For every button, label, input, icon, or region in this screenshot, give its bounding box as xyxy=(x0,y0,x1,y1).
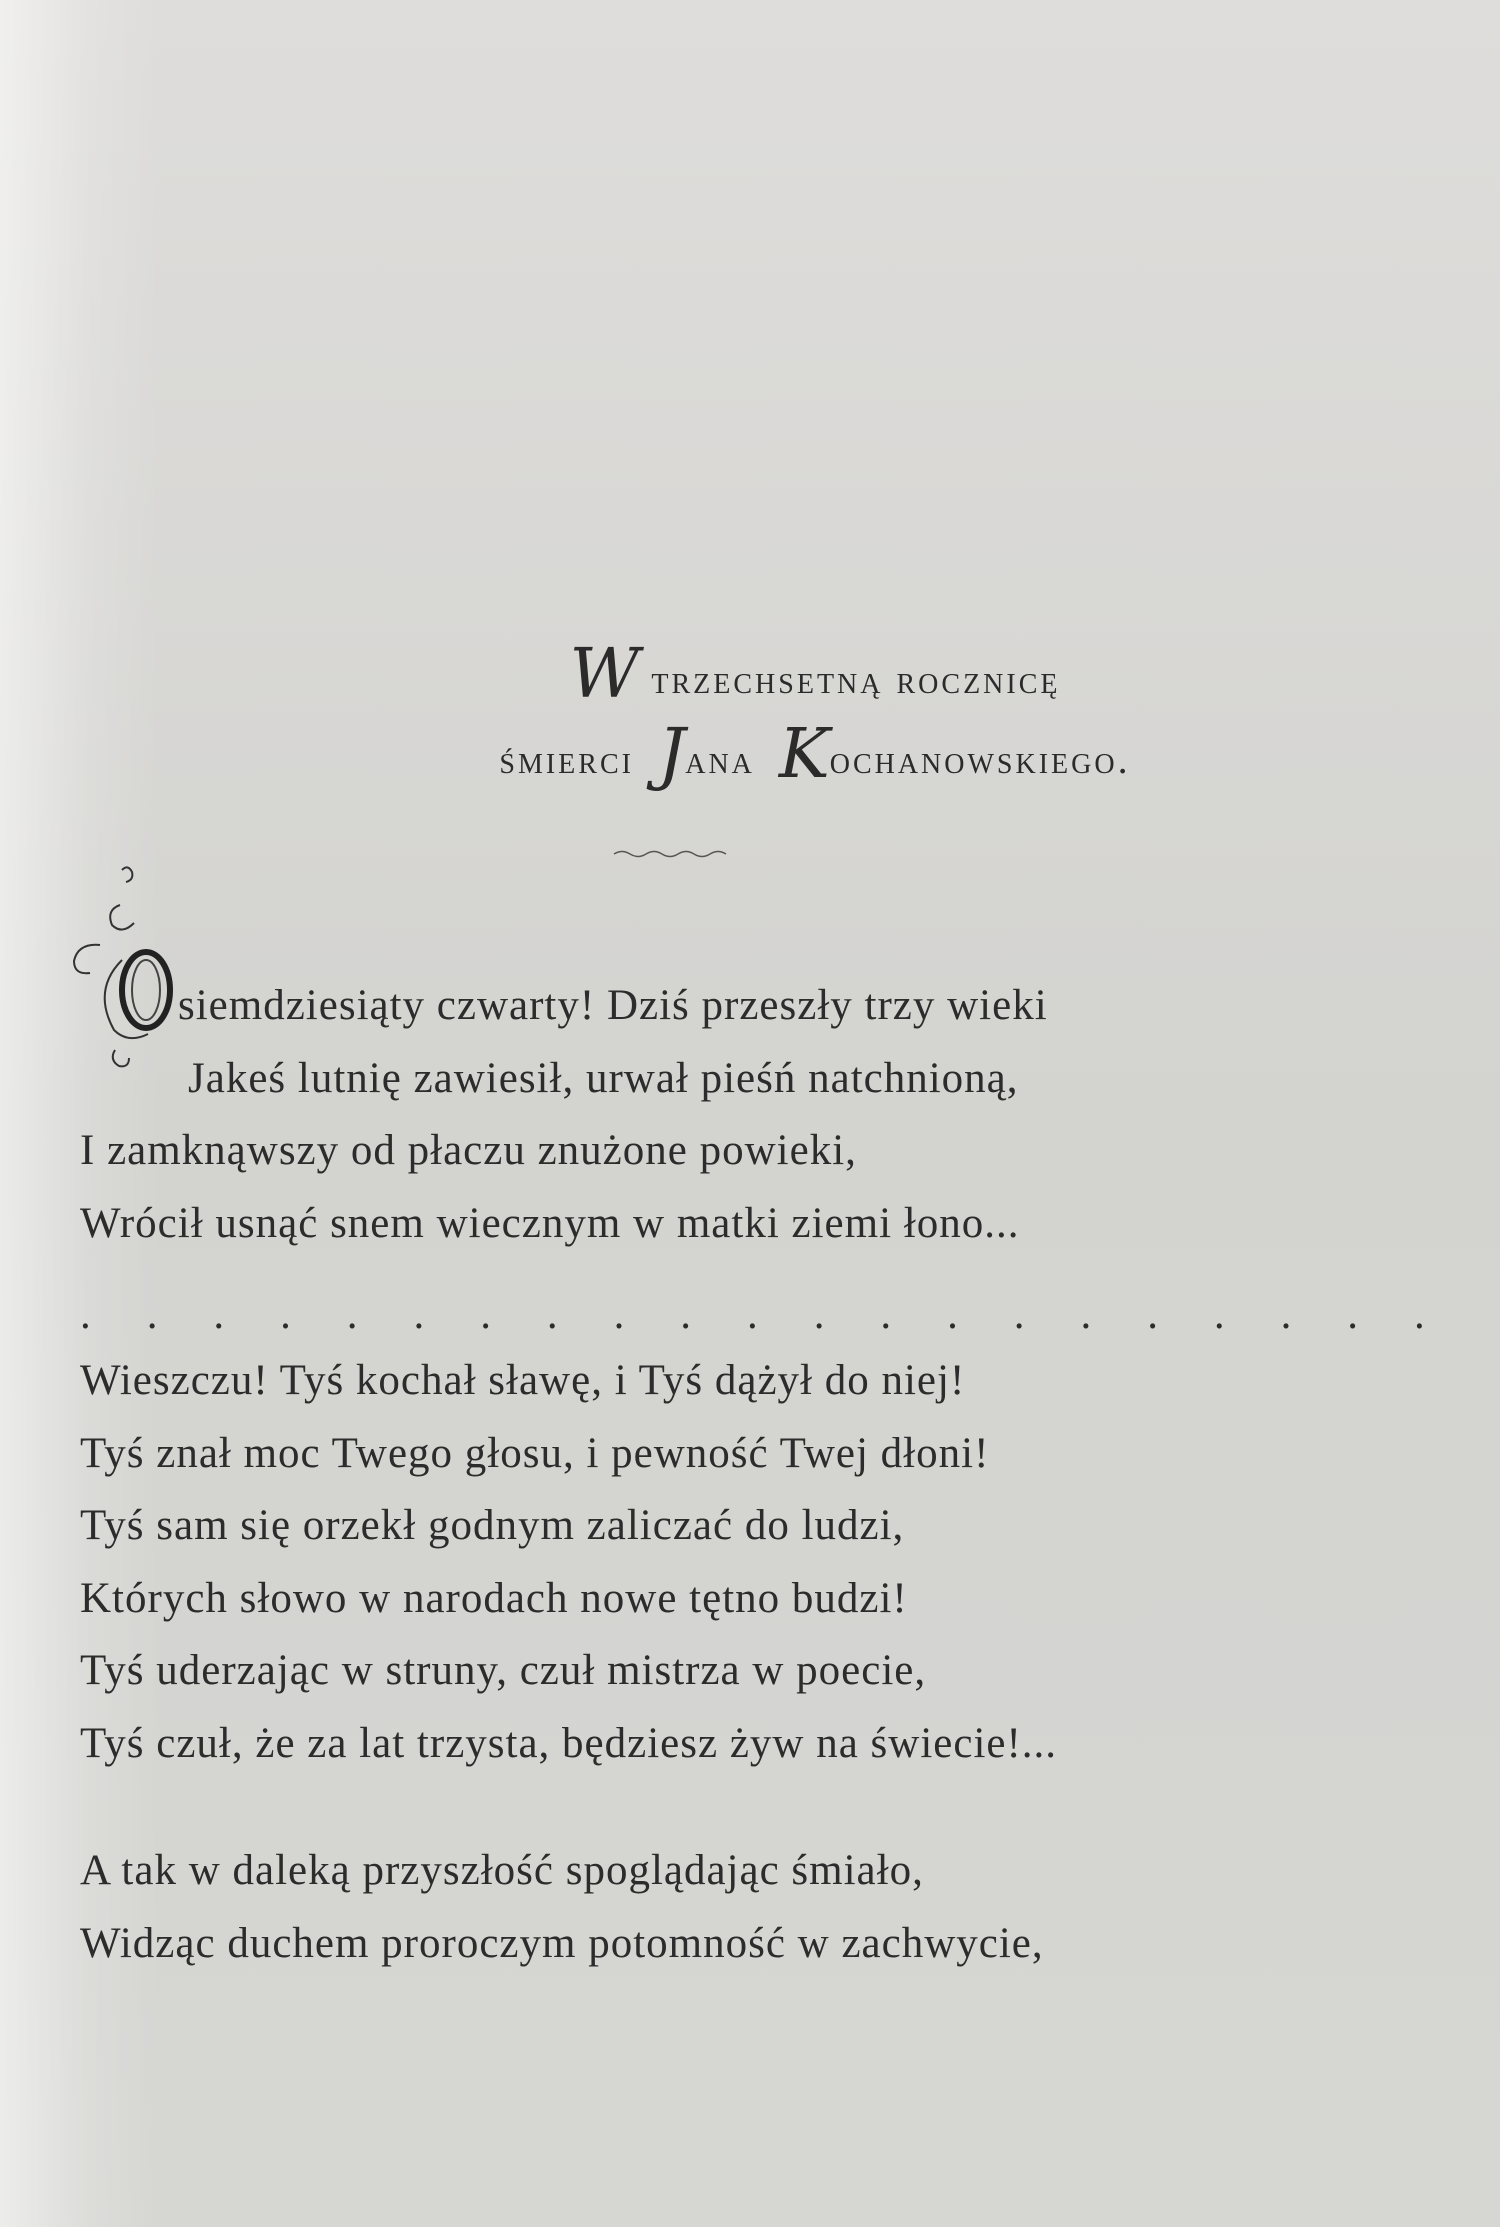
poem-line: Tyś znał moc Twego głosu, i pewność Twej dłoni! xyxy=(80,1429,990,1477)
ellipsis-divider: . . . . . . . . . . . . . . . . . . . . . xyxy=(80,1291,1448,1338)
title-word-kochanowskiego: ochanowskiego. xyxy=(829,737,1131,782)
title-word-jana: ana xyxy=(685,737,755,782)
poem-line: I zamknąwszy od płaczu znużone powieki, xyxy=(80,1127,857,1174)
poem-title-line-1 xyxy=(65,635,1500,714)
poem-line: Których słowo w narodach nowe tętno budzi! xyxy=(80,1574,908,1622)
stanza-1 xyxy=(80,970,1280,1260)
poem-line: Widząc duchem proroczym potomność w zachwycie, xyxy=(80,1919,1044,1967)
title-initial-k: K xyxy=(778,715,830,794)
poem-line: Tyś czuł, że za lat trzysta, będziesz żyw na świecie!... xyxy=(80,1719,1058,1767)
title-initial-w: W xyxy=(569,635,640,714)
poem-line: Wrócił usnąć snem wiecznym w matki ziemi łono... xyxy=(80,1199,1020,1247)
poem-line: siemdziesiąty czwarty! Dziś przeszły trzy wieki xyxy=(178,982,1048,1029)
title-text-1: trzechsetną rocznicę xyxy=(651,657,1061,702)
poem-line: Tyś sam się orzekł godnym zaliczać do ludzi, xyxy=(80,1502,905,1549)
poem-line: Jakeś lutnię zawiesił, urwał pieśń natchnioną, xyxy=(188,1054,1019,1102)
stanza-2 xyxy=(80,1345,1280,1780)
poem-line: A tak w daleką przyszłość spoglądając śmiało, xyxy=(80,1847,924,1894)
poem-line: Wieszczu! Tyś kochał sławę, i Tyś dążył do niej! xyxy=(80,1357,966,1404)
stanza-3 xyxy=(80,1835,1280,1980)
title-word-smierci: śmierci xyxy=(499,737,634,782)
title-initial-j: J xyxy=(657,715,686,794)
title-ornament-icon xyxy=(612,848,732,860)
poem-line: Tyś uderzając w struny, czuł mistrza w poecie, xyxy=(80,1647,927,1694)
poem-title-line-2 xyxy=(65,715,1500,794)
